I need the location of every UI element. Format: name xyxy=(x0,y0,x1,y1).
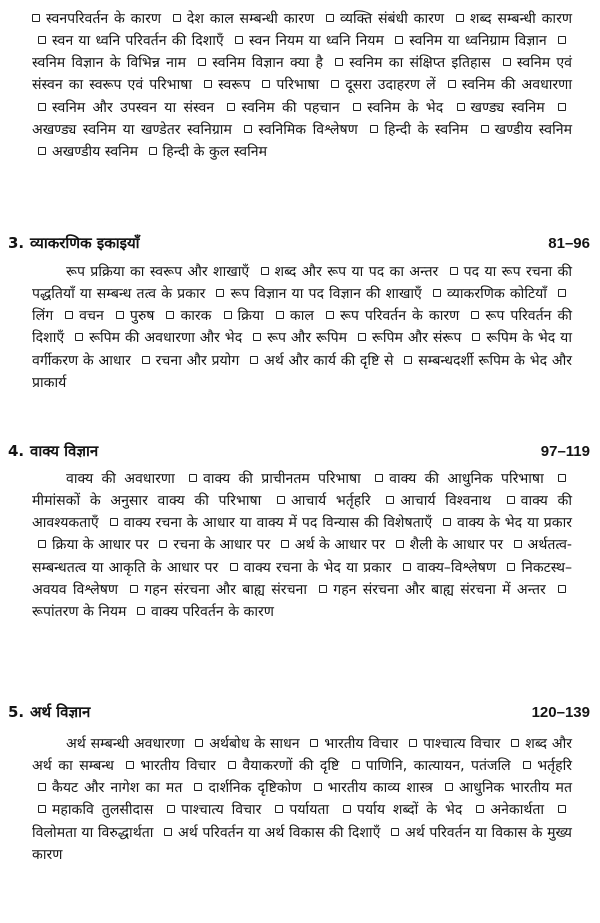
topic-item: रूप विज्ञान या पद विज्ञान की शाखाएँ xyxy=(230,286,422,303)
topic-item: पाश्चात्य विचार xyxy=(181,802,262,819)
topic-item: गहन संरचना और बाह्य संरचना xyxy=(144,581,307,598)
topic-item: वाक्य रचना के भेद या प्रकार xyxy=(243,559,392,576)
topic-item: रचना और प्रयोग xyxy=(155,352,240,369)
bullet-icon xyxy=(253,333,261,341)
bullet-icon xyxy=(250,356,258,364)
bullet-icon xyxy=(331,80,339,88)
topic-item: वचन xyxy=(79,308,104,325)
topic-item: हिन्दी के स्वनिम xyxy=(384,121,469,138)
topic-item: अखण्ड्य स्वनिम या खण्डेतर स्वनिग्राम xyxy=(32,121,232,138)
topic-item: रूप प्रक्रिया का स्वरूप और शाखाएँ xyxy=(66,264,250,280)
topic-item: वैयाकरणों की दृष्टि xyxy=(242,758,340,775)
bullet-icon xyxy=(433,289,441,297)
bullet-icon xyxy=(173,14,181,22)
topic-item: स्वन नियम या ध्वनि नियम xyxy=(249,33,384,50)
topic-item: दूसरा उदाहरण लें xyxy=(345,77,436,94)
bullet-icon xyxy=(189,474,197,482)
topic-item: रूप और रूपिम xyxy=(267,330,348,347)
topic-item: काल xyxy=(289,308,314,325)
topic-item: रूप परिवर्तन की दिशाएँ xyxy=(32,308,572,347)
topic-item: सम्बन्धदर्शी रूपिम के भेद और प्राकार्य xyxy=(32,352,573,391)
bullet-icon xyxy=(159,540,167,548)
topic-item: स्वनिम और उपस्वन या संस्वन xyxy=(52,99,215,116)
topic-item: व्याकरणिक कोटियाँ xyxy=(446,286,547,303)
topic-item: अर्थ परिवर्तन या अर्थ विकास की दिशाएँ xyxy=(178,824,381,841)
topic-item: अर्थ सम्बन्धी अवधारणा xyxy=(66,736,185,752)
topic-item: देश काल सम्बन्धी कारण xyxy=(186,11,315,27)
bullet-icon xyxy=(396,540,404,548)
bullet-icon xyxy=(558,289,566,297)
topic-item: रूपांतरण के नियम xyxy=(32,603,127,620)
topic-item: खण्डीय स्वनिम xyxy=(494,121,573,138)
topic-item: रूपिम और संरूप xyxy=(371,330,462,347)
bullet-icon xyxy=(343,805,351,813)
topic-item: हिन्दी के कुल स्वनिम xyxy=(162,143,268,160)
topic-item: अनेकार्थता xyxy=(490,802,545,819)
bullet-icon xyxy=(38,147,46,155)
bullet-icon xyxy=(38,36,46,44)
topic-item: भारतीय विचार xyxy=(324,736,399,752)
topic-item: क्रिया xyxy=(237,308,264,325)
bullet-icon xyxy=(386,496,394,504)
bullet-icon xyxy=(244,125,252,133)
topic-item: वाक्य परिवर्तन के कारण xyxy=(150,603,274,620)
page-range: 120–139 xyxy=(531,703,590,721)
topic-item: स्वन या ध्वनि परिवर्तन की दिशाएँ xyxy=(52,33,224,50)
bullet-icon xyxy=(352,761,360,769)
topic-item: भारतीय विचार xyxy=(140,758,216,775)
topic-item: शब्द और अर्थ का सम्बन्ध xyxy=(32,736,573,775)
topic-item: कैयट और नागेश का मत xyxy=(52,780,183,797)
bullet-icon xyxy=(514,540,522,548)
bullet-icon xyxy=(558,103,566,111)
bullet-icon xyxy=(395,36,403,44)
topic-item: स्वनिम विज्ञान क्या है xyxy=(212,55,324,72)
topic-item: वाक्य की प्राचीनतम परिभाषा xyxy=(203,471,361,487)
topic-item: रचना के आधार पर xyxy=(173,537,271,554)
chapter-3-topics xyxy=(32,261,572,394)
chapter-title: व्याकरणिक इकाइयाँ xyxy=(30,234,140,252)
bullet-icon xyxy=(472,333,480,341)
chapter-title: अर्थ विज्ञान xyxy=(30,703,91,721)
topic-item: वाक्य–विश्लेषण xyxy=(416,559,497,576)
bullet-icon xyxy=(227,103,235,111)
chapter-title: वाक्य विज्ञान xyxy=(30,442,99,460)
topic-item: मीमांसकों के अनुसार वाक्य की परिभाषा xyxy=(32,493,262,510)
bullet-icon xyxy=(235,36,243,44)
bullet-icon xyxy=(275,805,283,813)
page-range: 81–96 xyxy=(548,234,590,252)
bullet-icon xyxy=(507,496,515,504)
bullet-icon xyxy=(277,496,285,504)
topic-item: स्वनपरिवर्तन के कारण xyxy=(46,11,162,27)
topic-item: लिंग xyxy=(32,308,54,325)
topic-item: अर्थ परिवर्तन या विकास के मुख्य कारण xyxy=(32,824,572,863)
bullet-icon xyxy=(450,267,458,275)
chapter-4-topics xyxy=(32,468,572,623)
bullet-icon xyxy=(38,805,46,813)
topic-item: वाक्य की आवश्यकताएँ xyxy=(32,493,572,532)
topic-item: कारक xyxy=(180,308,212,325)
bullet-icon xyxy=(38,540,46,548)
topic-item: स्वरूप xyxy=(218,77,251,94)
chapter-3-heading xyxy=(8,231,590,255)
bullet-icon xyxy=(276,311,284,319)
topic-item: रूप परिवर्तन के कारण xyxy=(339,308,460,325)
bullet-icon xyxy=(32,14,40,22)
bullet-icon xyxy=(281,540,289,548)
topic-item: अर्थतत्व-सम्बन्धतत्व या आकृति के आधार पर xyxy=(32,537,573,576)
topic-item: दार्शनिक दृष्टिकोण xyxy=(208,780,302,797)
bullet-icon xyxy=(167,805,175,813)
bullet-icon xyxy=(319,585,327,593)
bullet-icon xyxy=(261,267,269,275)
bullet-icon xyxy=(38,783,46,791)
bullet-icon xyxy=(164,828,172,836)
topic-item: पर्यायता xyxy=(289,802,330,819)
topic-item: स्वनिम का संक्षिप्त इतिहास xyxy=(349,55,491,72)
bullet-icon xyxy=(116,311,124,319)
bullet-icon xyxy=(228,761,236,769)
topic-item: पद या रूप रचना की पद्धतियाँ या सम्बन्ध तत्व के प्रकार xyxy=(32,264,572,303)
bullet-icon xyxy=(262,80,270,88)
topic-item: अखण्डीय स्वनिम xyxy=(52,143,139,160)
bullet-icon xyxy=(558,805,566,813)
topic-item: पुरुष xyxy=(129,308,155,325)
bullet-icon xyxy=(443,518,451,526)
bullet-icon xyxy=(38,103,46,111)
topic-item: क्रिया के आधार पर xyxy=(52,537,149,554)
topic-item: आधुनिक भारतीय मत xyxy=(458,780,572,797)
bullet-icon xyxy=(326,14,334,22)
chapter-number: 5. xyxy=(8,703,25,721)
bullet-icon xyxy=(507,563,515,571)
topic-item: विलोमता या विरुद्धार्थता xyxy=(32,824,154,841)
bullet-icon xyxy=(375,474,383,482)
bullet-icon xyxy=(216,289,224,297)
bullet-icon xyxy=(335,58,343,66)
bullet-icon xyxy=(471,311,479,319)
bullet-icon xyxy=(558,36,566,44)
topic-item: व्यक्ति संबंधी कारण xyxy=(339,11,445,27)
bullet-icon xyxy=(166,311,174,319)
bullet-icon xyxy=(130,585,138,593)
bullet-icon xyxy=(149,147,157,155)
topic-item: वाक्य की अवधारणा xyxy=(66,471,175,487)
bullet-icon xyxy=(353,103,361,111)
bullet-icon xyxy=(409,739,417,747)
topic-item: खण्ड्य स्वनिम xyxy=(470,99,545,116)
bullet-icon xyxy=(110,518,118,526)
topic-item: अर्थबोध के साधन xyxy=(209,736,300,752)
bullet-icon xyxy=(558,474,566,482)
topic-item: रूपिम के भेद या वर्गीकरण के आधार xyxy=(32,330,573,369)
bullet-icon xyxy=(558,585,566,593)
topic-item: अर्थ और कार्य की दृष्टि से xyxy=(263,352,394,369)
bullet-icon xyxy=(204,80,212,88)
topic-item: स्वनिम या ध्वनिग्राम विज्ञान xyxy=(409,33,547,50)
topic-item: भर्तृहरि xyxy=(537,758,573,775)
bullet-icon xyxy=(358,333,366,341)
bullet-icon xyxy=(198,58,206,66)
bullet-icon xyxy=(137,607,145,615)
bullet-icon xyxy=(523,761,531,769)
bullet-icon xyxy=(314,783,322,791)
bullet-icon xyxy=(448,80,456,88)
page-range: 97–119 xyxy=(540,442,590,460)
topic-item: पाणिनि, कात्यायन, पतंजलि xyxy=(365,758,511,775)
bullet-icon xyxy=(481,125,489,133)
bullet-icon xyxy=(75,333,83,341)
topic-item: स्वनिम के भेद xyxy=(367,99,444,116)
topic-item: आचार्य भर्तृहरि xyxy=(290,493,371,510)
bullet-icon xyxy=(126,761,134,769)
bullet-icon xyxy=(65,311,73,319)
topic-item: आचार्य विश्वनाथ xyxy=(400,493,491,510)
bullet-icon xyxy=(326,311,334,319)
topic-item: शैली के आधार पर xyxy=(409,537,504,554)
topic-item: गहन संरचना और बाह्य संरचना में अन्तर xyxy=(333,581,546,598)
topic-item: परिभाषा xyxy=(276,77,320,94)
topic-item: वाक्य के भेद या प्रकार xyxy=(457,515,572,532)
topic-item: भारतीय काव्य शास्त्र xyxy=(327,780,433,797)
bullet-icon xyxy=(310,739,318,747)
topic-item: स्वनिम एवं संस्वन का स्वरूप एवं परिभाषा xyxy=(32,55,572,94)
chapter-number: 4. xyxy=(8,442,25,460)
bullet-icon xyxy=(195,739,203,747)
bullet-icon xyxy=(391,828,399,836)
bullet-icon xyxy=(456,14,464,22)
chapter-number: 3. xyxy=(8,234,25,252)
topic-item: शब्द और रूप या पद का अन्तर xyxy=(274,264,439,280)
bullet-icon xyxy=(224,311,232,319)
bullet-icon xyxy=(457,103,465,111)
bullet-icon xyxy=(476,805,484,813)
topic-item: अर्थ के आधार पर xyxy=(294,537,386,554)
bullet-icon xyxy=(404,356,412,364)
topic-item: रूपिम की अवधारणा और भेद xyxy=(89,330,243,347)
bullet-icon xyxy=(230,563,238,571)
chapter-2-topics xyxy=(32,8,572,163)
bullet-icon xyxy=(194,783,202,791)
topic-item: स्वनिम की अवधारणा xyxy=(461,77,573,94)
bullet-icon xyxy=(370,125,378,133)
chapter-5-heading xyxy=(8,700,590,724)
topic-item: वाक्य की आधुनिक परिभाषा xyxy=(389,471,544,487)
topic-item: स्वनिम विज्ञान के विभिन्न नाम xyxy=(32,55,186,72)
topic-item: वाक्य रचना के आधार या वाक्य में पद विन्यास की विशेषताएँ xyxy=(123,515,433,532)
bullet-icon xyxy=(142,356,150,364)
topic-item: शब्द सम्बन्धी कारण xyxy=(469,11,573,27)
chapter-5-topics xyxy=(32,733,572,866)
bullet-icon xyxy=(403,563,411,571)
topic-item: स्वनिमिक विश्लेषण xyxy=(258,121,358,138)
chapter-4-heading xyxy=(8,439,590,463)
topic-item: महाकवि तुलसीदास xyxy=(52,802,154,819)
topic-item: पाश्चात्य विचार xyxy=(423,736,501,752)
topic-item: निकटस्थ–अवयव विश्लेषण xyxy=(32,559,573,598)
topic-item: पर्याय शब्दों के भेद xyxy=(356,802,463,819)
bullet-icon xyxy=(445,783,453,791)
bullet-icon xyxy=(511,739,519,747)
bullet-icon xyxy=(503,58,511,66)
topic-item: स्वनिम की पहचान xyxy=(241,99,340,116)
